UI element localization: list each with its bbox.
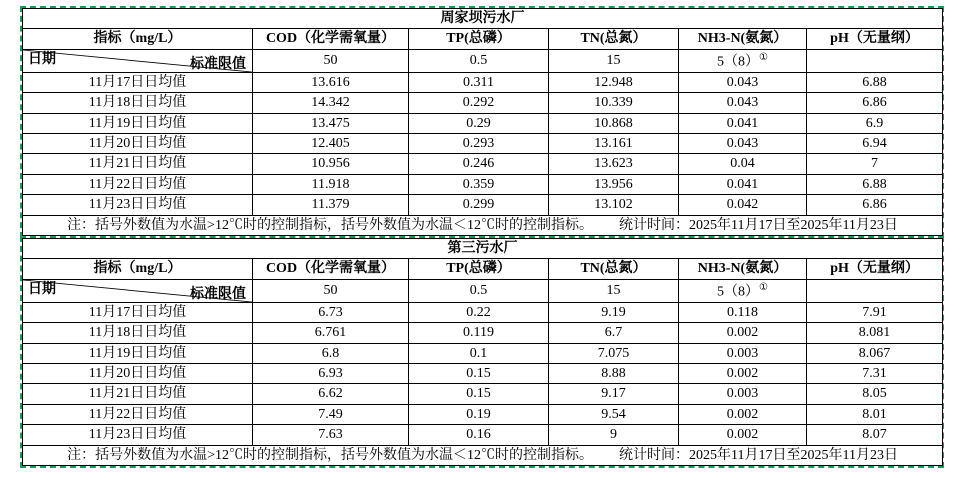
cell-tn: 6.7: [549, 323, 679, 343]
standard-limit-row: [23, 279, 943, 302]
cell-tp: 0.359: [409, 174, 549, 194]
table-row: [23, 364, 943, 384]
row-label: 11月23日日均值: [23, 195, 253, 215]
column-header-tn: TN(总氮）: [549, 29, 679, 49]
corner-split-cell: [23, 49, 253, 72]
cell-cod: 7.49: [253, 404, 409, 424]
column-header-cod: COD（化学需氧量）: [253, 29, 409, 49]
table-note: [23, 445, 943, 465]
data-table-disan: [22, 238, 943, 466]
cell-nh3n: 0.003: [679, 384, 807, 404]
table-row: [23, 154, 943, 174]
table-title-row: [23, 9, 943, 29]
limit-ph: [807, 49, 943, 72]
row-label: 11月23日日均值: [23, 425, 253, 445]
row-label: 11月17日日均值: [23, 72, 253, 92]
cell-cod: 13.616: [253, 72, 409, 92]
cell-ph: 6.86: [807, 93, 943, 113]
column-header-indicator: 指标（mg/L）: [23, 29, 253, 49]
cell-tp: 0.19: [409, 404, 549, 424]
column-header-nh3n: NH3-N(氨氮）: [679, 29, 807, 49]
cell-tp: 0.22: [409, 302, 549, 322]
footnote-marker: ①: [759, 51, 768, 63]
row-label: 11月21日日均值: [23, 384, 253, 404]
cell-ph: 8.081: [807, 323, 943, 343]
row-label: 11月20日日均值: [23, 134, 253, 154]
corner-split-cell: [23, 279, 253, 302]
table-row: [23, 113, 943, 133]
cell-tn: 12.948: [549, 72, 679, 92]
cell-tn: 13.623: [549, 154, 679, 174]
cell-tn: 9.54: [549, 404, 679, 424]
cell-tp: 0.246: [409, 154, 549, 174]
table-block-zhoujiaba: [20, 6, 944, 238]
cell-tn: 13.956: [549, 174, 679, 194]
cell-tn: 9.17: [549, 384, 679, 404]
note-period: 统计时间：2025年11月17日至2025年11月23日: [618, 217, 898, 233]
row-label: 11月22日日均值: [23, 404, 253, 424]
cell-ph: 8.067: [807, 343, 943, 363]
column-header-cod: COD（化学需氧量）: [253, 259, 409, 279]
table-row: [23, 195, 943, 215]
limit-nh3n-value: 5（8）: [717, 284, 760, 300]
cell-ph: 6.86: [807, 195, 943, 215]
column-header-ph: pH（无量纲）: [807, 29, 943, 49]
cell-cod: 7.63: [253, 425, 409, 445]
limit-tp: 0.5: [409, 49, 549, 72]
row-label: 11月18日日均值: [23, 93, 253, 113]
table-row: [23, 93, 943, 113]
cell-cod: 13.475: [253, 113, 409, 133]
limit-nh3n: [679, 279, 807, 302]
limit-tp: 0.5: [409, 279, 549, 302]
corner-label-standard-limit: 标准限值: [190, 56, 246, 72]
table-row: [23, 174, 943, 194]
column-header-indicator: 指标（mg/L）: [23, 259, 253, 279]
cell-ph: 7: [807, 154, 943, 174]
table-row: [23, 425, 943, 445]
row-label: 11月18日日均值: [23, 323, 253, 343]
cell-tn: 8.88: [549, 364, 679, 384]
note-text: 注：括号外数值为水温>12℃时的控制指标，括号外数值为水温＜12℃时的控制指标。: [67, 447, 593, 463]
column-header-tn: TN(总氮）: [549, 259, 679, 279]
cell-tp: 0.299: [409, 195, 549, 215]
cell-cod: 6.8: [253, 343, 409, 363]
corner-label-date: 日期: [28, 51, 56, 67]
table-note-row: [23, 445, 943, 465]
column-header-tp: TP(总磷）: [409, 259, 549, 279]
table-row: [23, 302, 943, 322]
table-row: [23, 134, 943, 154]
cell-ph: 7.31: [807, 364, 943, 384]
row-label: 11月21日日均值: [23, 154, 253, 174]
cell-tn: 10.339: [549, 93, 679, 113]
cell-tp: 0.293: [409, 134, 549, 154]
row-label: 11月20日日均值: [23, 364, 253, 384]
cell-tp: 0.292: [409, 93, 549, 113]
cell-nh3n: 0.002: [679, 364, 807, 384]
cell-cod: 6.73: [253, 302, 409, 322]
cell-tp: 0.16: [409, 425, 549, 445]
cell-nh3n: 0.043: [679, 72, 807, 92]
cell-nh3n: 0.041: [679, 174, 807, 194]
cell-tn: 13.161: [549, 134, 679, 154]
cell-ph: 6.88: [807, 174, 943, 194]
limit-nh3n: [679, 49, 807, 72]
cell-tp: 0.1: [409, 343, 549, 363]
cell-tp: 0.15: [409, 364, 549, 384]
cell-nh3n: 0.118: [679, 302, 807, 322]
cell-nh3n: 0.04: [679, 154, 807, 174]
cell-nh3n: 0.002: [679, 323, 807, 343]
cell-ph: 8.05: [807, 384, 943, 404]
cell-nh3n: 0.002: [679, 404, 807, 424]
table-row: [23, 72, 943, 92]
limit-cod: 50: [253, 279, 409, 302]
standard-limit-row: [23, 49, 943, 72]
cell-nh3n: 0.041: [679, 113, 807, 133]
cell-tn: 10.868: [549, 113, 679, 133]
cell-nh3n: 0.002: [679, 425, 807, 445]
corner-label-standard-limit: 标准限值: [190, 286, 246, 302]
column-header-ph: pH（无量纲）: [807, 259, 943, 279]
footnote-marker: ①: [759, 281, 768, 293]
cell-cod: 6.62: [253, 384, 409, 404]
cell-ph: 6.9: [807, 113, 943, 133]
limit-ph: [807, 279, 943, 302]
corner-label-date: 日期: [28, 281, 56, 297]
cell-nh3n: 0.042: [679, 195, 807, 215]
table-header-row: [23, 29, 943, 49]
table-row: [23, 323, 943, 343]
cell-cod: 14.342: [253, 93, 409, 113]
note-period: 统计时间：2025年11月17日至2025年11月23日: [619, 447, 898, 463]
column-header-nh3n: NH3-N(氨氮）: [679, 259, 807, 279]
note-text: 注：括号外数值为水温>12℃时的控制指标，括号外数值为水温＜12℃时的控制指标。: [67, 217, 593, 233]
cell-ph: 6.94: [807, 134, 943, 154]
limit-cod: 50: [253, 49, 409, 72]
limit-nh3n-value: 5（8）: [717, 54, 760, 70]
column-header-tp: TP(总磷）: [409, 29, 549, 49]
cell-ph: 6.88: [807, 72, 943, 92]
cell-cod: 11.918: [253, 174, 409, 194]
cell-ph: 7.91: [807, 302, 943, 322]
row-label: 11月17日日均值: [23, 302, 253, 322]
cell-cod: 12.405: [253, 134, 409, 154]
table-note-row: [23, 215, 943, 235]
data-table-zhoujiaba: [22, 8, 943, 236]
limit-tn: 15: [549, 49, 679, 72]
cell-tn: 9: [549, 425, 679, 445]
cell-tp: 0.311: [409, 72, 549, 92]
cell-cod: 10.956: [253, 154, 409, 174]
table-title: 周家坝污水厂: [23, 9, 943, 29]
cell-cod: 6.93: [253, 364, 409, 384]
cell-nh3n: 0.043: [679, 93, 807, 113]
table-note: [23, 215, 943, 235]
table-title-row: [23, 239, 943, 259]
cell-ph: 8.07: [807, 425, 943, 445]
cell-tp: 0.15: [409, 384, 549, 404]
cell-nh3n: 0.003: [679, 343, 807, 363]
cell-cod: 11.379: [253, 195, 409, 215]
table-row: [23, 343, 943, 363]
table-title: 第三污水厂: [23, 239, 943, 259]
limit-tn: 15: [549, 279, 679, 302]
cell-ph: 8.01: [807, 404, 943, 424]
cell-nh3n: 0.043: [679, 134, 807, 154]
cell-tp: 0.119: [409, 323, 549, 343]
cell-tn: 9.19: [549, 302, 679, 322]
row-label: 11月22日日均值: [23, 174, 253, 194]
cell-tn: 7.075: [549, 343, 679, 363]
cell-tp: 0.29: [409, 113, 549, 133]
row-label: 11月19日日均值: [23, 113, 253, 133]
table-block-disan: [20, 236, 944, 468]
row-label: 11月19日日均值: [23, 343, 253, 363]
cell-cod: 6.761: [253, 323, 409, 343]
table-row: [23, 384, 943, 404]
table-row: [23, 404, 943, 424]
table-header-row: [23, 259, 943, 279]
cell-tn: 13.102: [549, 195, 679, 215]
